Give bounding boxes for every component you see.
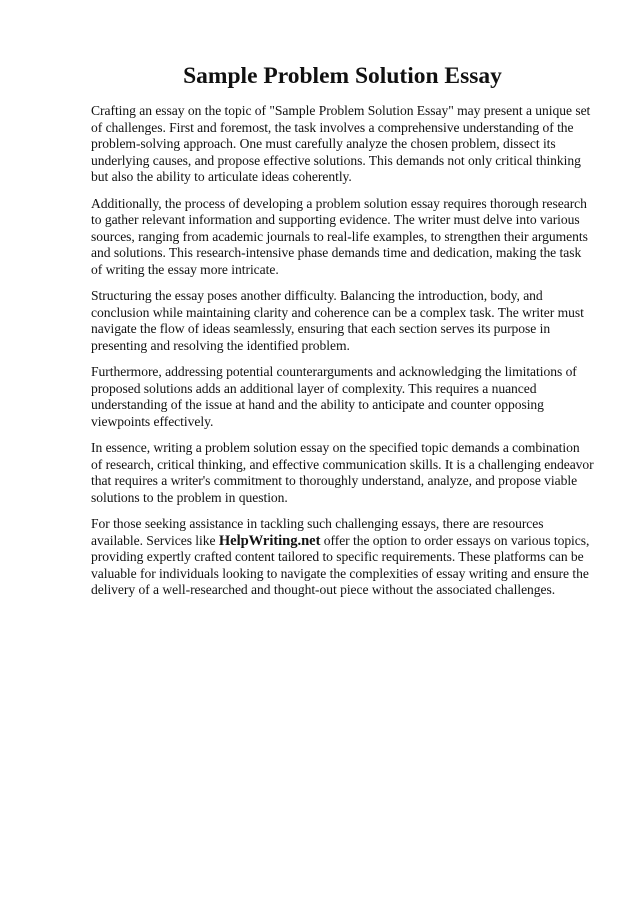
paragraph-structure: Structuring the essay poses another difficulty. Balancing the introduction, body, and conclusion while maintaining clarity and coherence can be a complex task. The writer must navigate the flow of ideas seamlessly, ensuring that each section serves its purpose in presenting and resolving the identified problem. <box>91 288 584 353</box>
paragraph-research: Additionally, the process of developing a problem solution essay requires thorough research to gather relevant information and supporting evidence. The writer must delve into various sources, ranging from academic journals to real-life examples, to strengthen their arguments and solutions. This research-intensive phase demands time and dedication, making the task of writing the essay more intricate. <box>91 195 588 277</box>
paragraph-intro: Crafting an essay on the topic of "Sample Problem Solution Essay" may present a unique set of challenges. First and foremost, the task involves a comprehensive understanding of the problem-solving approach. One must carefully analyze the chosen problem, dissect its underlying causes, and propose effective solutions. This demands not only critical thinking but also the ability to articulate ideas coherently. <box>91 103 591 184</box>
paragraph-counterarguments: Furthermore, addressing potential counterarguments and acknowledging the limitations of proposed solutions adds an additional layer of complexity. This requires a nuanced understanding of the issue at hand and the ability to anticipate and counter opposing viewpoints effectively. <box>91 364 577 429</box>
assistance-text-before: For those seeking assistance in tackling such challenging essays, there are resources available. Services like <box>91 516 544 548</box>
brand-link[interactable]: HelpWriting.net <box>218 532 321 549</box>
paragraph-assistance <box>91 516 594 599</box>
paragraph-essence: In essence, writing a problem solution essay on the specified topic demands a combination of research, critical thinking, and effective communication skills. It is a challenging endeavor that requires a writer's commitment to thoroughly understand, analyze, and propose viable solutions to the problem in question. <box>91 440 594 505</box>
assistance-text-after: offer the option to order essays on various topics, providing expertly crafted content tailored to specific requirements. These platforms can be valuable for individuals looking to navigate the complexities of essay writing and ensure the delivery of a well-researched and thought-out piece without the associated challenges. <box>91 532 590 597</box>
document-title: Sample Problem Solution Essay <box>183 63 502 89</box>
